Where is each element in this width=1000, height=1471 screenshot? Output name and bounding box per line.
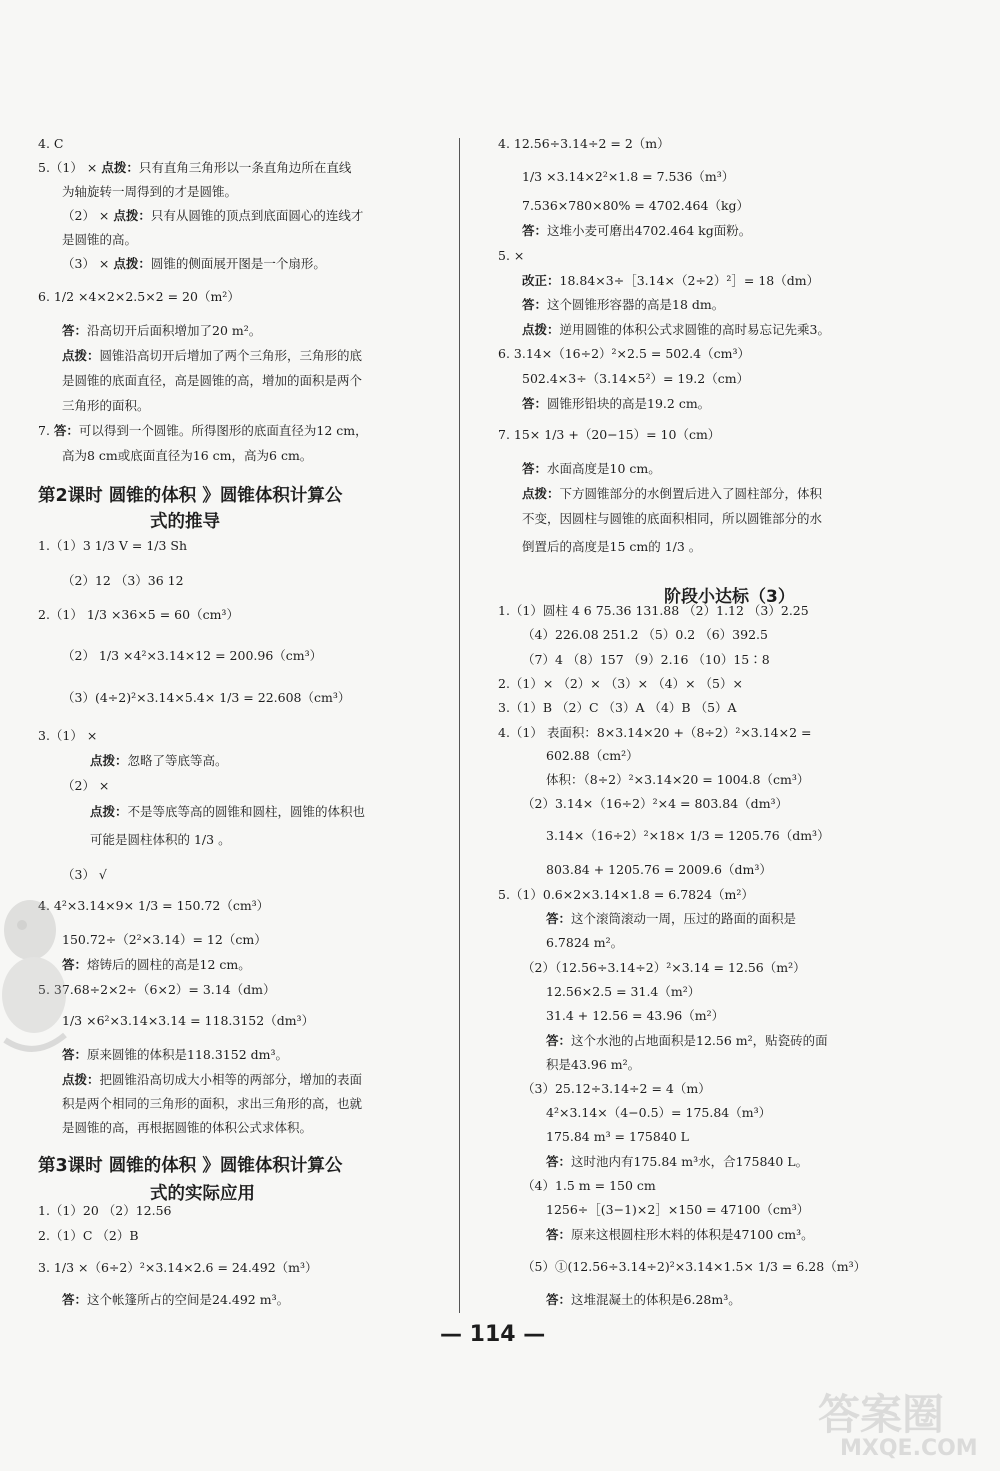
right-line: 答：这堆小麦可磨出4702.464 kg面粉。 xyxy=(522,223,752,238)
right-line: 答：这个水池的占地面积是12.56 m²，贴瓷砖的面 xyxy=(546,1033,828,1048)
left-line: 4. C xyxy=(38,136,64,151)
right-line: 答：这时池内有175.84 m³水，合175840 L。 xyxy=(546,1154,809,1169)
left-line: 点拨：圆锥沿高切开后增加了两个三角形，三角形的底 xyxy=(62,348,363,363)
right-line: （4）226.08 251.2 （5）0.2 （6）392.5 xyxy=(522,627,768,642)
right-line: 7.536×780×80% = 4702.464（kg） xyxy=(522,198,750,213)
watermark-logo: 答案圈 MXQE.COM xyxy=(818,1390,978,1461)
right-line: （3）25.12÷3.14÷2 = 4（m） xyxy=(522,1081,711,1096)
right-line: 12.56×2.5 = 31.4（m²） xyxy=(546,984,701,999)
right-line: 不变，因圆柱与圆锥的底面积相同，所以圆锥部分的水 xyxy=(522,511,823,526)
right-line: 4.（1） 表面积：8×3.14×20 +（8÷2）²×3.14×2 = xyxy=(498,725,812,740)
left-line: （3）(4÷2)²×3.14×5.4× 1/3 = 22.608（cm³） xyxy=(62,690,351,705)
left-line: 点拨：不是等底等高的圆锥和圆柱，圆锥的体积也 xyxy=(90,804,366,819)
right-line: 7. 15× 1/3 +（20−15）= 10（cm） xyxy=(498,427,721,442)
left-line: （2） × xyxy=(62,778,110,793)
left-line: 5. 37.68÷2×2÷（6×2）= 3.14（dm） xyxy=(38,982,276,997)
left-line: 1/3 ×6²×3.14×3.14 = 118.3152（dm³） xyxy=(62,1013,315,1028)
right-line: 答：这堆混凝土的体积是6.28m³。 xyxy=(546,1292,741,1307)
column-divider xyxy=(459,138,460,1313)
right-line: 6. 3.14×（16÷2）²×2.5 = 502.4（cm³） xyxy=(498,346,750,361)
left-line: 150.72÷（2²×3.14）= 12（cm） xyxy=(62,932,267,947)
left-line: 点拨：忽略了等底等高。 xyxy=(90,753,228,768)
left-line: （3） √ xyxy=(62,867,107,882)
lesson3-heading: 第3课时 圆锥的体积 》圆锥体积计算公 xyxy=(38,1156,343,1176)
left-line: （3） × 点拨：圆锥的侧面展开图是一个扇形。 xyxy=(62,256,326,271)
right-line: 4. 12.56÷3.14÷2 = 2（m） xyxy=(498,136,670,151)
left-line: 1.（1）3 1/3 V = 1/3 Sh xyxy=(38,538,188,553)
left-line: 2.（1） 1/3 ×36×5 = 60（cm³） xyxy=(38,607,239,622)
right-line: 点拨：下方圆锥部分的水倒置后进入了圆柱部分，体积 xyxy=(522,486,823,501)
left-line: 是圆锥的高，再根据圆锥的体积公式求体积。 xyxy=(62,1120,313,1135)
right-line: 答：圆锥形铅块的高是19.2 cm。 xyxy=(522,396,711,411)
right-line: 5.（1）0.6×2×3.14×1.8 = 6.7824（m²） xyxy=(498,887,754,902)
left-line: 是圆锥的高。 xyxy=(62,232,138,247)
left-line: 高为8 cm或底面直径为16 cm，高为6 cm。 xyxy=(62,448,313,463)
right-line: 体积：（8÷2）²×3.14×20 = 1004.8（cm³） xyxy=(546,772,810,787)
lesson2-heading-cont: 式的推导 xyxy=(150,512,220,532)
left-line: 三角形的面积。 xyxy=(62,398,150,413)
left-line: 5.（1） × 点拨：只有直角三角形以一条直角边所在直线 xyxy=(38,160,352,175)
right-line: 1.（1）圆柱 4 6 75.36 131.88 （2）1.12 （3）2.25 xyxy=(498,603,809,618)
right-line: 3.（1）B （2）C （3）A （4）B （5）A xyxy=(498,700,737,715)
left-line: 为轴旋转一周得到的才是圆锥。 xyxy=(62,184,238,199)
right-line: 答：这个滚筒滚动一周，压过的路面的面积是 xyxy=(546,911,797,926)
right-line: 改正：18.84×3÷［3.14×（2÷2）²］= 18（dm） xyxy=(522,273,820,288)
stage-title: 阶段小达标（3） xyxy=(664,587,795,607)
left-line: 积是两个相同的三角形的面积，求出三角形的高，也就 xyxy=(62,1096,363,1111)
left-line: 7. 答：可以得到一个圆锥。所得图形的底面直径为12 cm， xyxy=(38,423,368,438)
right-line: 1256÷［(3−1)×2］×150 = 47100（cm³） xyxy=(546,1202,810,1217)
left-line: 答：这个帐篷所占的空间是24.492 m³。 xyxy=(62,1292,290,1307)
right-line: （7）4 （8）157 （9）2.16 （10）15∶8 xyxy=(522,652,770,667)
right-line: 积是43.96 m²。 xyxy=(546,1057,641,1072)
right-line: （2）3.14×（16÷2）²×4 = 803.84（dm³） xyxy=(522,796,789,811)
right-line: 4²×3.14×（4−0.5）= 175.84（m³） xyxy=(546,1105,772,1120)
right-line: 答：原来这根圆柱形木料的体积是47100 cm³。 xyxy=(546,1227,814,1242)
left-line: 6. 1/2 ×4×2×2.5×2 = 20（m²） xyxy=(38,289,240,304)
right-line: （5）①(12.56÷3.14÷2)²×3.14×1.5× 1/3 = 6.28（m³） xyxy=(522,1259,867,1274)
right-line: 2.（1）× （2）× （3）× （4）× （5）× xyxy=(498,676,743,691)
right-line: 602.88（cm²） xyxy=(546,748,639,763)
right-line: 5. × xyxy=(498,248,525,263)
left-line: （2）12 （3）36 12 xyxy=(62,573,184,588)
left-line: 可能是圆柱体积的 1/3 。 xyxy=(90,832,231,847)
left-line: 1.（1）20 （2）12.56 xyxy=(38,1203,172,1218)
right-line: 803.84 + 1205.76 = 2009.6（dm³） xyxy=(546,862,772,877)
right-line: 答：这个圆锥形容器的高是18 dm。 xyxy=(522,297,725,312)
left-line: 答：沿高切开后面积增加了20 m²。 xyxy=(62,323,262,338)
right-line: 倒置后的高度是15 cm的 1/3 。 xyxy=(522,539,702,554)
right-line: 6.7824 m²。 xyxy=(546,935,624,950)
right-line: （2）（12.56÷3.14÷2）²×3.14 = 12.56（m²） xyxy=(522,960,806,975)
right-line: （4）1.5 m = 150 cm xyxy=(522,1178,656,1193)
right-line: 175.84 m³ = 175840 L xyxy=(546,1129,689,1144)
left-line: 答：熔铸后的圆柱的高是12 cm。 xyxy=(62,957,251,972)
right-line: 3.14×（16÷2）²×18× 1/3 = 1205.76（dm³） xyxy=(546,828,830,843)
right-line: 答：水面高度是10 cm。 xyxy=(522,461,661,476)
left-line: 点拨：把圆锥沿高切成大小相等的两部分，增加的表面 xyxy=(62,1072,363,1087)
right-line: 502.4×3÷（3.14×5²）= 19.2（cm） xyxy=(522,371,750,386)
left-line: 2.（1）C （2）B xyxy=(38,1228,139,1243)
left-line: 答：原来圆锥的体积是118.3152 dm³。 xyxy=(62,1047,288,1062)
lesson2-heading: 第2课时 圆锥的体积 》圆锥体积计算公 xyxy=(38,486,343,506)
left-line: 是圆锥的底面直径，高是圆锥的高，增加的面积是两个 xyxy=(62,373,363,388)
lesson3-heading-cont: 式的实际应用 xyxy=(150,1184,255,1204)
left-line: （2） × 点拨：只有从圆锥的顶点到底面圆心的连线才 xyxy=(62,208,364,223)
right-line: 31.4 + 12.56 = 43.96（m²） xyxy=(546,1008,725,1023)
mascot-decoration xyxy=(0,890,70,1060)
right-line: 点拨：逆用圆锥的体积公式求圆锥的高时易忘记先乘3。 xyxy=(522,322,830,337)
left-line: （2） 1/3 ×4²×3.14×12 = 200.96（cm³） xyxy=(62,648,323,663)
right-line: 1/3 ×3.14×2²×1.8 = 7.536（m³） xyxy=(522,169,735,184)
left-line: 4. 4²×3.14×9× 1/3 = 150.72（cm³） xyxy=(38,898,270,913)
left-line: 3. 1/3 ×（6÷2）²×3.14×2.6 = 24.492（m³） xyxy=(38,1260,318,1275)
page-number: — 114 — xyxy=(440,1322,546,1347)
left-line: 3.（1） × xyxy=(38,728,98,743)
